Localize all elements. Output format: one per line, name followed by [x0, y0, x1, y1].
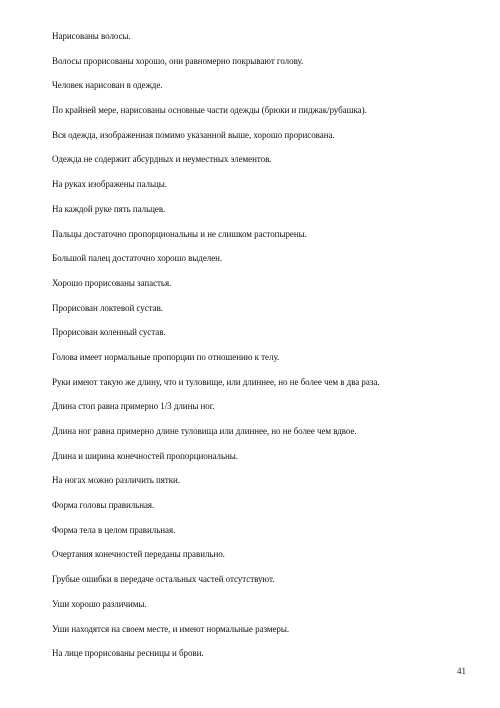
criteria-list — [52, 24, 477, 666]
criterion-line: Одежда не содержит абсурдных и неуместных элементов. — [52, 154, 272, 165]
criterion-line: На руках изображены пальцы. — [52, 179, 167, 190]
criterion-line: По крайней мере, нарисованы основные части одежды (брюки и пиджак/рубашка). — [52, 105, 367, 116]
criterion-line: На лице прорисованы ресницы и брови. — [52, 648, 204, 659]
criterion-line: Уши хорошо различимы. — [52, 598, 147, 609]
criterion-line: Пальцы достаточно пропорциональны и не слишком растопырены. — [52, 228, 307, 239]
criterion-line: Длина стоп равна примерно 1/3 длины ног. — [52, 401, 215, 412]
criterion-line: На ногах можно различить пятки. — [52, 475, 181, 486]
criterion-line: На каждой руке пять пальцев. — [52, 203, 166, 214]
criterion-line: Грубые ошибки в передаче остальных частей отсутствуют. — [52, 574, 275, 585]
criterion-line: Человек нарисован в одежде. — [52, 80, 163, 91]
page-number: 41 — [457, 666, 466, 676]
criterion-line: Уши находятся на своем месте, и имеют нормальные размеры. — [52, 623, 290, 634]
criterion-line: Хорошо прорисованы запастья. — [52, 277, 172, 288]
criterion-line: Очертания конечностей переданы правильно. — [52, 549, 225, 560]
criterion-line: Длина ног равна примерно длине туловища или длиннее, но не более чем вдвое. — [52, 426, 357, 436]
criterion-line: Форма тела в целом правильная. — [52, 524, 176, 535]
criterion-line: Прорисован локтевой сустав. — [52, 302, 163, 313]
criterion-line: Руки имеют такую же длину, что и туловище, или длиннее, но не более чем в два раза. — [52, 376, 380, 387]
criterion-line: Большой палец достаточно хорошо выделен. — [52, 253, 223, 264]
criterion-line: Длина и ширина конечностей пропорциональны. — [52, 450, 238, 461]
criterion-line: Волосы прорисованы хорошо, они равномерно покрывают голову. — [52, 55, 304, 66]
criterion-line: Форма головы правильная. — [52, 500, 155, 511]
criterion-line: Вся одежда, изображенная помимо указанной выше, хорошо прорисована. — [52, 129, 335, 140]
criterion-line: Прорисован коленный сустав. — [52, 327, 166, 338]
criterion-line: Голова имеет нормальные пропорции по отношению к телу. — [52, 351, 280, 362]
criterion-line: Нарисованы волосы. — [52, 31, 131, 41]
